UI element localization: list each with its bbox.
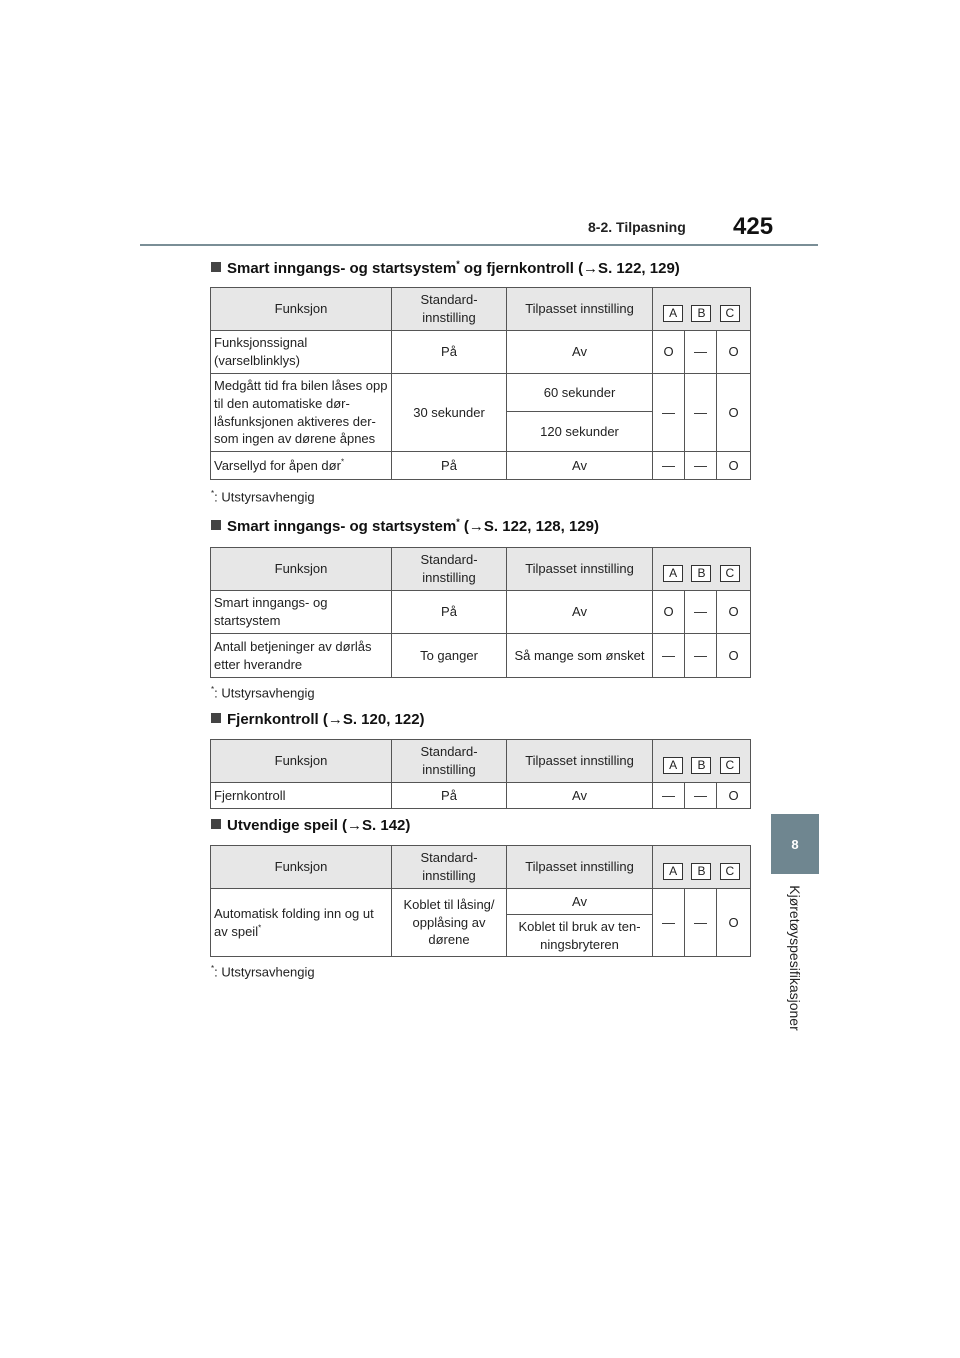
cell-c: O (717, 331, 751, 374)
cell-c: O (717, 634, 751, 678)
section-title: Smart inngangs- og startsystem* (→S. 122, 128, 129) (211, 517, 599, 535)
table-header-row (211, 548, 751, 591)
letter-a-icon: A (663, 565, 683, 582)
page-number: 425 (733, 213, 774, 240)
settings-table (210, 547, 751, 678)
cell-tilpasset: Av (507, 889, 653, 915)
col-header-standard: Standard-innstilling (392, 740, 507, 783)
cell-standard: To ganger (392, 634, 507, 678)
cell-funksjon: Medgått tid fra bilen låses opp til den automatiske dør-låsfunksjonen aktiveres der-som ingen av dørene åpnes (211, 374, 392, 452)
cell-funksjon: Automatisk folding inn og ut av speil* (211, 889, 392, 957)
cell-b: — (685, 331, 717, 374)
cell-b: — (685, 889, 717, 957)
table-row (211, 889, 751, 915)
col-header-funksjon: Funksjon (211, 846, 392, 889)
cell-funksjon: Varsellyd for åpen dør* (211, 452, 392, 480)
cell-b: — (685, 783, 717, 809)
header-section: 8-2. Tilpasning (588, 219, 686, 235)
section-title: Utvendige speil (→S. 142) (211, 817, 410, 834)
letter-c-icon: C (720, 305, 740, 322)
cell-b: — (685, 591, 717, 634)
table-header-row (211, 288, 751, 331)
cell-b: — (685, 634, 717, 678)
col-header-funksjon: Funksjon (211, 288, 392, 331)
letter-b-icon: B (691, 757, 711, 774)
letter-b-icon: B (691, 863, 711, 880)
table-row (211, 634, 751, 678)
letter-a-icon: A (663, 757, 683, 774)
cell-c: O (717, 783, 751, 809)
cell-standard: Koblet til låsing/ opplåsing av dørene (392, 889, 507, 957)
cell-a: — (653, 634, 685, 678)
letter-b-icon: B (691, 565, 711, 582)
col-header-tilpasset: Tilpasset innstilling (507, 846, 653, 889)
cell-b: — (685, 374, 717, 452)
col-header-abc (653, 548, 751, 591)
cell-tilpasset: Koblet til bruk av ten-ningsbryteren (507, 915, 653, 957)
col-header-tilpasset: Tilpasset innstilling (507, 288, 653, 331)
cell-standard: På (392, 591, 507, 634)
section-bullet-icon (211, 819, 221, 829)
table-header-row (211, 740, 751, 783)
cell-c: O (717, 374, 751, 452)
section-title: Fjernkontroll (→S. 120, 122) (211, 711, 425, 728)
section-bullet-icon (211, 713, 221, 723)
table-header-row (211, 846, 751, 889)
table-row (211, 452, 751, 480)
cell-b: — (685, 452, 717, 480)
cell-tilpasset: Av (507, 452, 653, 480)
cell-c: O (717, 591, 751, 634)
col-header-abc (653, 846, 751, 889)
cell-a: — (653, 452, 685, 480)
cell-standard: På (392, 331, 507, 374)
cell-tilpasset: Av (507, 783, 653, 809)
col-header-funksjon: Funksjon (211, 548, 392, 591)
footnote: *: Utstyrsavhengig (211, 685, 315, 701)
cell-standard: På (392, 783, 507, 809)
cell-tilpasset: Av (507, 591, 653, 634)
settings-table (210, 845, 751, 957)
section-bullet-icon (211, 262, 221, 272)
table-row (211, 331, 751, 374)
cell-standard: På (392, 452, 507, 480)
letter-a-icon: A (663, 863, 683, 880)
section-bullet-icon (211, 520, 221, 530)
col-header-funksjon: Funksjon (211, 740, 392, 783)
letter-b-icon: B (691, 305, 711, 322)
cell-tilpasset: Av (507, 331, 653, 374)
table-row (211, 591, 751, 634)
cell-c: O (717, 452, 751, 480)
cell-funksjon: Smart inngangs- og startsystem (211, 591, 392, 634)
cell-a: O (653, 331, 685, 374)
cell-a: — (653, 374, 685, 452)
footnote: *: Utstyrsavhengig (211, 489, 315, 505)
section-title: Smart inngangs- og startsystem* og fjernkontroll (→S. 122, 129) (211, 259, 680, 277)
cell-tilpasset: Så mange som ønsket (507, 634, 653, 678)
cell-a: — (653, 783, 685, 809)
header-rule (140, 244, 818, 246)
col-header-standard: Standard-innstilling (392, 548, 507, 591)
letter-c-icon: C (720, 863, 740, 880)
chapter-tab: 8 (771, 814, 819, 874)
table-row (211, 783, 751, 809)
cell-standard: 30 sekunder (392, 374, 507, 452)
letter-a-icon: A (663, 305, 683, 322)
cell-funksjon: Fjernkontroll (211, 783, 392, 809)
table-row (211, 374, 751, 412)
cell-tilpasset: 60 sekunder (507, 374, 653, 412)
settings-table (210, 287, 751, 480)
footnote: *: Utstyrsavhengig (211, 964, 315, 980)
cell-funksjon: Antall betjeninger av dørlås etter hverandre (211, 634, 392, 678)
cell-a: — (653, 889, 685, 957)
col-header-abc (653, 288, 751, 331)
cell-tilpasset: 120 sekunder (507, 412, 653, 452)
col-header-abc (653, 740, 751, 783)
cell-c: O (717, 889, 751, 957)
chapter-label: Kjøretøyspesifikasjoner (787, 885, 803, 1031)
settings-table (210, 739, 751, 809)
letter-c-icon: C (720, 565, 740, 582)
cell-funksjon: Funksjonssignal (varselblinklys) (211, 331, 392, 374)
cell-a: O (653, 591, 685, 634)
col-header-standard: Standard-innstilling (392, 846, 507, 889)
col-header-standard: Standard-innstilling (392, 288, 507, 331)
col-header-tilpasset: Tilpasset innstilling (507, 548, 653, 591)
col-header-tilpasset: Tilpasset innstilling (507, 740, 653, 783)
letter-c-icon: C (720, 757, 740, 774)
